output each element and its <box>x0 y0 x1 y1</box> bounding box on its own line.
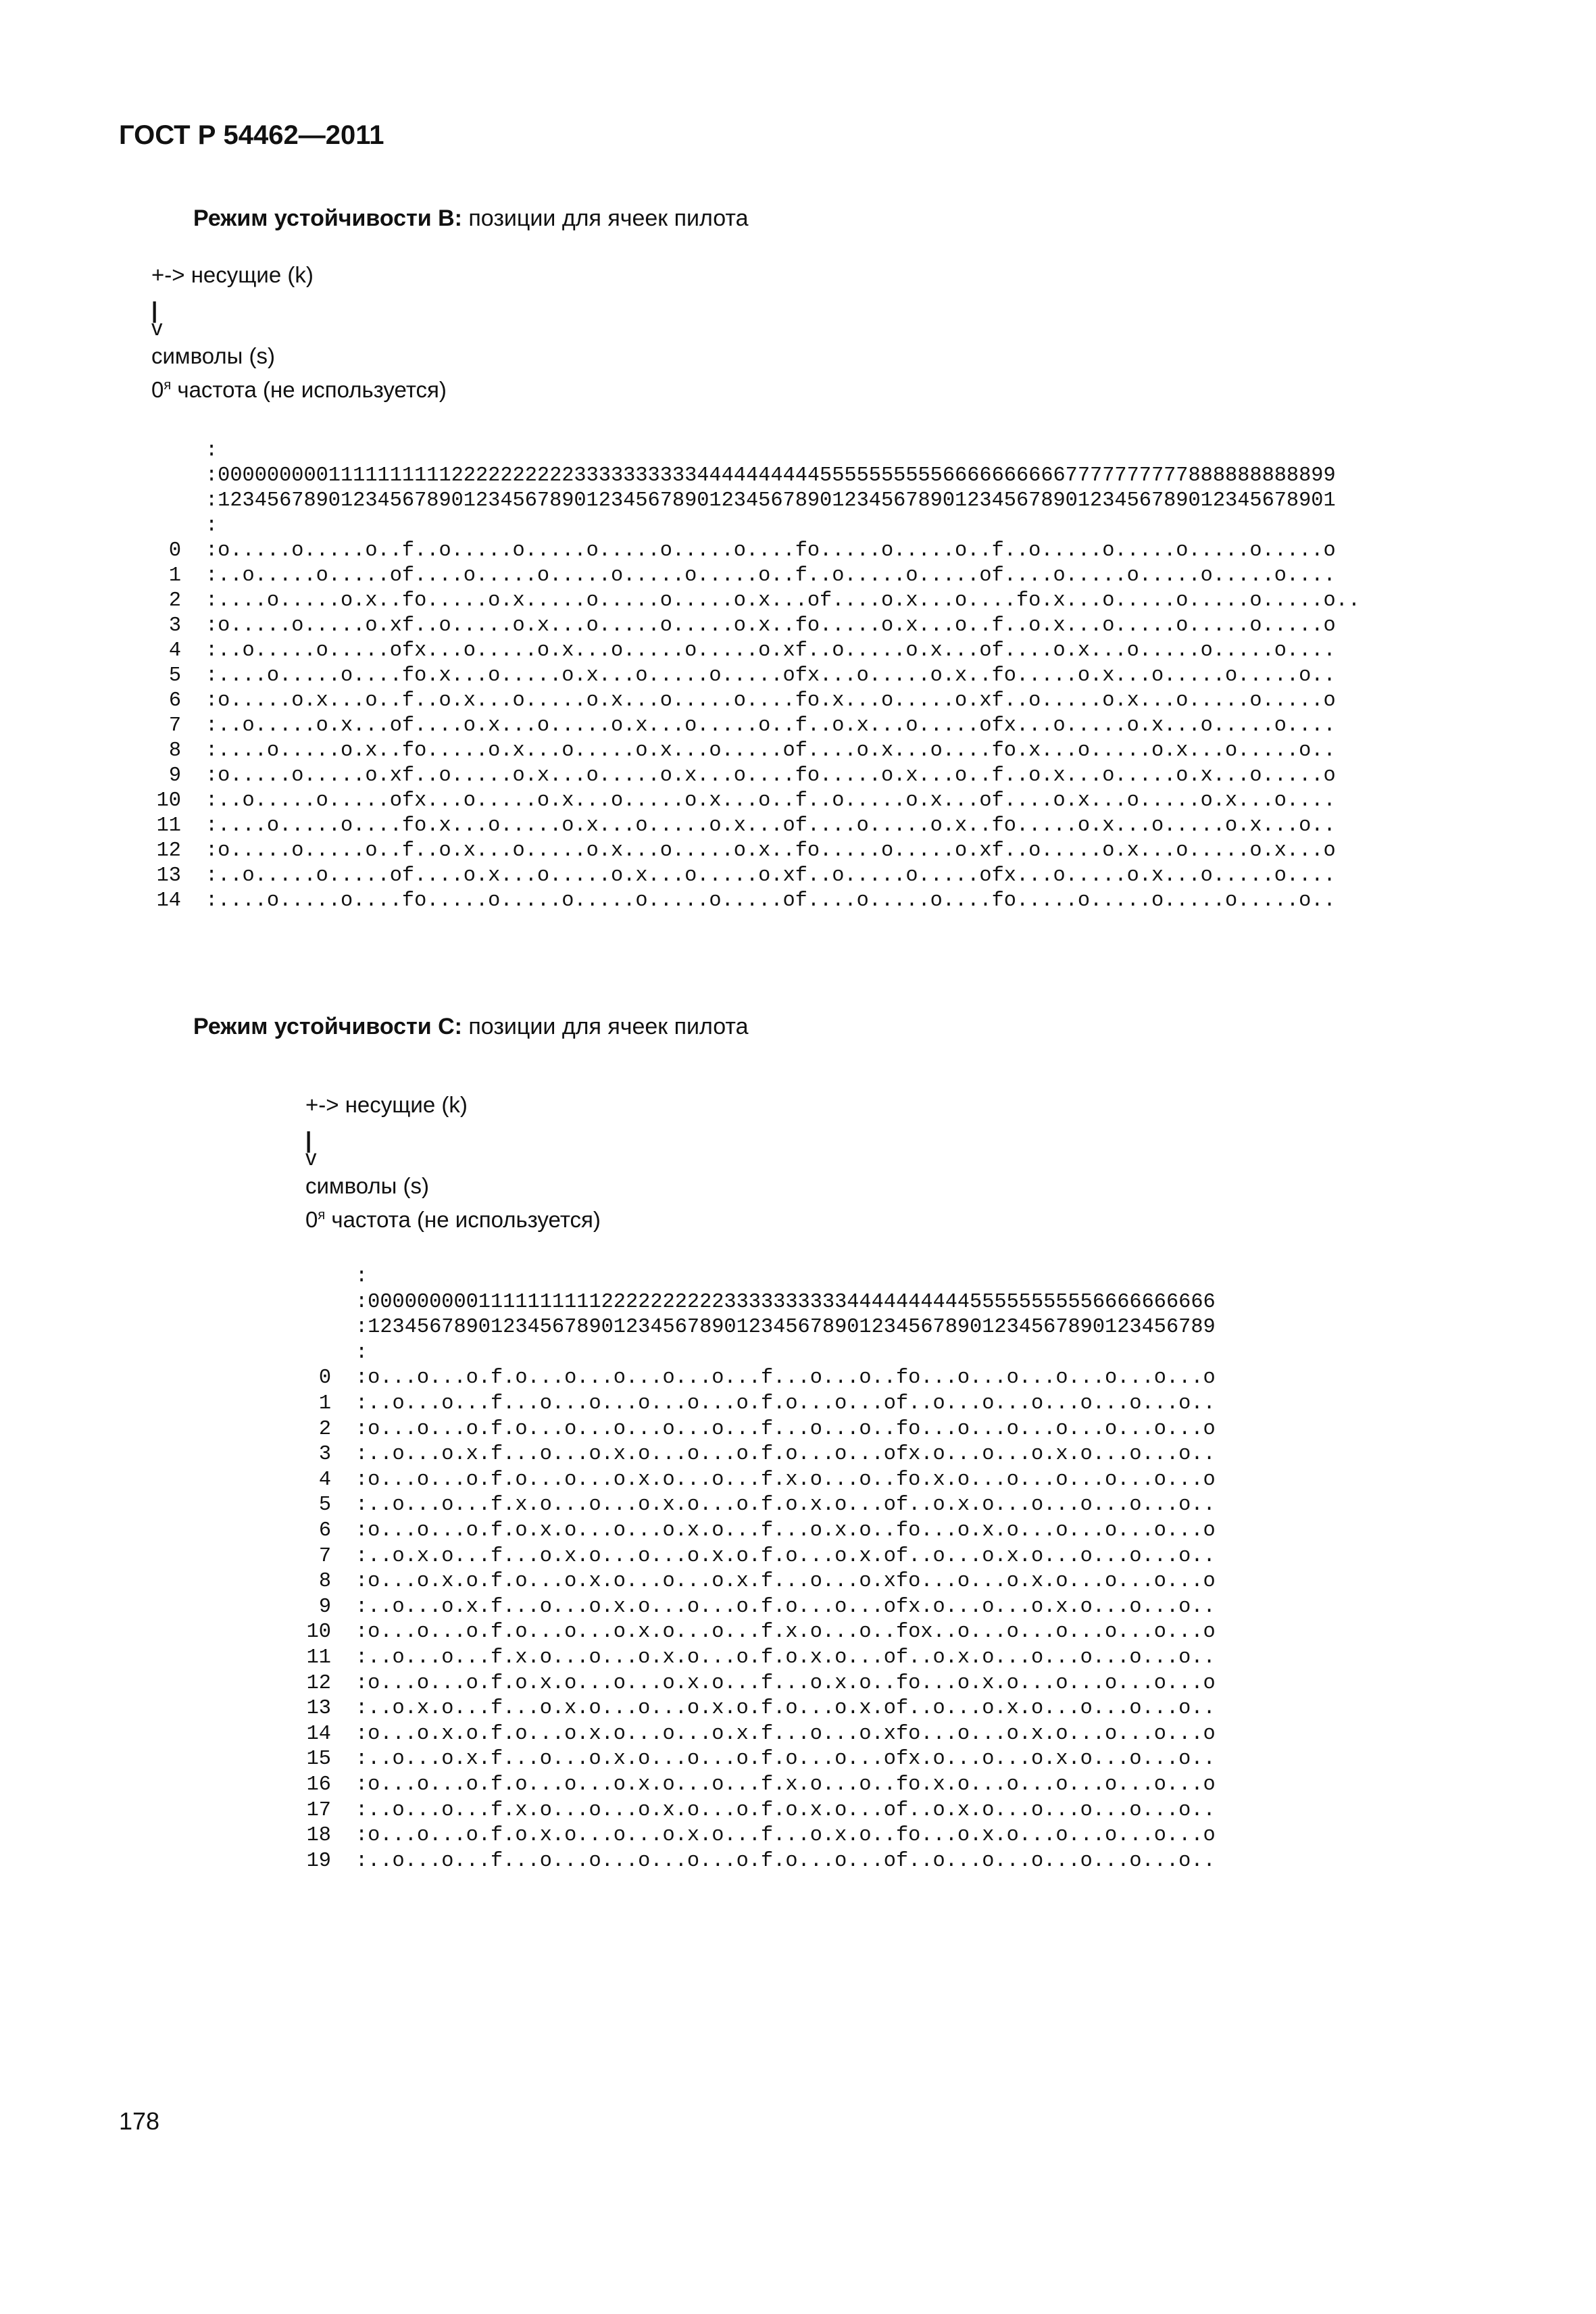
symbol-number: 7 <box>168 714 181 737</box>
legend-line: v <box>305 1145 317 1170</box>
frequency-prefix: 0 <box>151 377 164 402</box>
symbol-number: 13 <box>306 1697 331 1721</box>
section-title <box>193 1014 749 1040</box>
symbol-number: 13 <box>156 864 181 887</box>
carrier-index-line: :1234567890123456789012345678901234567890123456789012345678901234567890123456789012345678901 <box>205 489 1336 512</box>
symbol-number: 9 <box>318 1595 331 1619</box>
carrier-index-line: : <box>355 1341 368 1364</box>
pilot-row: :o...o...o.f.o.x.o...o...o.x.o...f...o.x.o..fo...o.x.o...o...o...o...o <box>355 1824 1216 1848</box>
pilot-row: :....o.....o....fo.x...o.....o.x...o.....o.x...of....o.....o.x..fo.....o.x...o.....o.x...o.. <box>205 814 1336 837</box>
symbol-number: 18 <box>306 1824 331 1848</box>
pilot-row: :..o...o...f.x.o...o...o.x.o...o.f.o.x.o...of..o.x.o...o...o...o...o.. <box>355 1798 1216 1822</box>
frequency-note <box>305 1207 601 1233</box>
symbol-number: 8 <box>318 1570 331 1594</box>
legend-line: +-> несущие (k) <box>305 1092 468 1117</box>
frequency-note <box>151 377 447 403</box>
pilot-row: :..o.x.o...f...o.x.o...o...o.x.o.f.o...o.x.of..o...o.x.o...o...o...o.. <box>355 1697 1216 1721</box>
frequency-prefix: 0 <box>305 1207 318 1232</box>
symbol-number: 9 <box>168 764 181 787</box>
carrier-index-line: :0000000001111111111222222222233333333334444444444555555555566666666667777777777888888888899 <box>205 464 1336 487</box>
pilot-row: :..o...o.x.f...o...o.x.o...o...o.f.o...o...ofx.o...o...o.x.o...o...o.. <box>355 1748 1216 1771</box>
section-title <box>193 205 749 232</box>
carrier-index-line: : <box>205 439 218 462</box>
symbol-number: 11 <box>156 814 181 837</box>
pilot-row: :..o...o.x.f...o...o.x.o...o...o.f.o...o...ofx.o...o...o.x.o...o...o.. <box>355 1443 1216 1467</box>
symbol-number: 17 <box>306 1798 331 1822</box>
frequency-text: частота (не используется) <box>171 377 447 402</box>
symbol-number: 1 <box>318 1392 331 1415</box>
pilot-row: :....o.....o....fo.....o.....o.....o.....o.....of....o.....o....fo.....o.....o.....o.....o.. <box>205 889 1336 912</box>
symbol-number: 10 <box>156 789 181 812</box>
legend-line: | <box>305 1127 312 1152</box>
carrier-index-line: :000000000111111111122222222223333333333444444444455555555556666666666 <box>355 1290 1216 1314</box>
symbol-number: 3 <box>168 614 181 637</box>
pilot-row: :o...o.x.o.f.o...o.x.o...o...o.x.f...o...o.xfo...o...o.x.o...o...o...o <box>355 1570 1216 1594</box>
carrier-index-line: : <box>205 514 218 537</box>
pilot-row: :o...o...o.f.o...o...o.x.o...o...f.x.o...o..fox..o...o...o...o...o...o <box>355 1621 1216 1644</box>
pilot-row: :..o.....o.....ofx...o.....o.x...o.....o.....o.xf..o.....o.x...of....o.x...o.....o.....o.... <box>205 639 1336 662</box>
legend-line: +-> несущие (k) <box>151 262 314 287</box>
carrier-index-line: :123456789012345678901234567890123456789012345678901234567890123456789 <box>355 1316 1216 1339</box>
symbol-number: 11 <box>306 1646 331 1669</box>
symbol-number: 5 <box>168 664 181 687</box>
pilot-row: :o.....o.....o..f..o.....o.....o.....o.....o....fo.....o.....o..f..o.....o.....o.....o.....o <box>205 539 1336 562</box>
symbol-number: 6 <box>318 1519 331 1542</box>
symbol-number: 5 <box>318 1494 331 1517</box>
symbol-number: 7 <box>318 1544 331 1568</box>
pilot-row: :..o...o...f...o...o...o...o...o.f.o...o...of..o...o...o...o...o...o.. <box>355 1849 1216 1873</box>
symbol-number: 15 <box>306 1748 331 1771</box>
frequency-superscript: я <box>318 1208 326 1223</box>
symbol-number: 0 <box>318 1367 331 1390</box>
symbol-number: 0 <box>168 539 181 562</box>
symbol-number: 8 <box>168 739 181 762</box>
frequency-text: частота (не используется) <box>325 1207 601 1232</box>
pilot-row: :o.....o.....o.xf..o.....o.x...o.....o.x...o....fo.....o.x...o..f..o.x...o.....o.x...o.....o <box>205 764 1336 787</box>
section-title-bold: Режим устойчивости B: <box>193 205 462 231</box>
symbol-number: 16 <box>306 1773 331 1796</box>
symbol-number: 14 <box>306 1722 331 1746</box>
legend-line: символы (s) <box>305 1173 430 1198</box>
pilot-row: :....o.....o.x..fo.....o.x...o.....o.x...o.....of....o.x...o....fo.x...o.....o.x...o.....o.. <box>205 739 1336 762</box>
pilot-row: :..o...o.x.f...o...o.x.o...o...o.f.o...o...ofx.o...o...o.x.o...o...o.. <box>355 1595 1216 1619</box>
pilot-row: :..o...o...f.x.o...o...o.x.o...o.f.o.x.o...of..o.x.o...o...o...o...o.. <box>355 1646 1216 1669</box>
pilot-row: :..o...o...f.x.o...o...o.x.o...o.f.o.x.o...of..o.x.o...o...o...o...o.. <box>355 1494 1216 1517</box>
legend-line: | <box>151 297 158 322</box>
frequency-superscript: я <box>164 378 172 393</box>
symbol-number: 14 <box>156 889 181 912</box>
symbol-number: 12 <box>156 839 181 862</box>
symbol-number: 2 <box>168 589 181 612</box>
pilot-row: :o.....o.x...o..f..o.x...o.....o.x...o.....o....fo.x...o.....o.xf..o.....o.x...o.....o.....o <box>205 689 1336 712</box>
symbol-number: 12 <box>306 1671 331 1695</box>
pilot-row: :o...o.x.o.f.o...o.x.o...o...o.x.f...o...o.xfo...o...o.x.o...o...o...o <box>355 1722 1216 1746</box>
pilot-row: :....o.....o....fo.x...o.....o.x...o.....o.....ofx...o.....o.x..fo.....o.x...o.....o.....o.. <box>205 664 1336 687</box>
symbol-number: 4 <box>168 639 181 662</box>
pilot-row: :..o.....o.....ofx...o.....o.x...o.....o.x...o..f..o.....o.x...of....o.x...o.....o.x...o.... <box>205 789 1336 812</box>
legend-line: v <box>151 315 163 340</box>
pilot-row: :o.....o.....o.xf..o.....o.x...o.....o.....o.x..fo.....o.x...o..f..o.x...o.....o.....o.....o <box>205 614 1336 637</box>
section-title-rest: позиции для ячеек пилота <box>462 205 749 231</box>
legend-line: символы (s) <box>151 343 276 368</box>
symbol-number: 6 <box>168 689 181 712</box>
pilot-row: :..o.x.o...f...o.x.o...o...o.x.o.f.o...o.x.of..o...o.x.o...o...o...o.. <box>355 1544 1216 1568</box>
pilot-row: :o.....o.....o..f..o.x...o.....o.x...o.....o.x..fo.....o.....o.xf..o.....o.x...o.....o.x...o <box>205 839 1336 862</box>
pilot-row: :o...o...o.f.o...o...o...o...o...f...o...o..fo...o...o...o...o...o...o <box>355 1417 1216 1441</box>
symbol-number: 1 <box>168 564 181 587</box>
symbol-number: 2 <box>318 1417 331 1441</box>
pilot-row: :..o.....o.x...of....o.x...o.....o.x...o.....o..f..o.x...o.....ofx...o.....o.x...o.....o.... <box>205 714 1336 737</box>
symbol-number: 19 <box>306 1849 331 1873</box>
pilot-row: :..o.....o.....of....o.....o.....o.....o.....o..f..o.....o.....of....o.....o.....o.....o.... <box>205 564 1336 587</box>
pilot-row: :o...o...o.f.o.x.o...o...o.x.o...f...o.x.o..fo...o.x.o...o...o...o...o <box>355 1519 1216 1542</box>
pilot-row: :o...o...o.f.o...o...o.x.o...o...f.x.o...o..fo.x.o...o...o...o...o...o <box>355 1468 1216 1492</box>
carrier-index-line: : <box>355 1265 368 1288</box>
pilot-row: :....o.....o.x..fo.....o.x.....o.....o.....o.x...of....o.x...o....fo.x...o.....o.....o.....o.. <box>205 589 1361 612</box>
symbol-number: 10 <box>306 1621 331 1644</box>
section-title-bold: Режим устойчивости C: <box>193 1014 462 1039</box>
pilot-row: :o...o...o.f.o.x.o...o...o.x.o...f...o.x.o..fo...o.x.o...o...o...o...o <box>355 1671 1216 1695</box>
pilot-row: :..o.....o.....of....o.x...o.....o.x...o.....o.xf..o.....o.....ofx...o.....o.x...o.....o.... <box>205 864 1336 887</box>
symbol-number: 3 <box>318 1443 331 1467</box>
symbol-number: 4 <box>318 1468 331 1492</box>
document-header: ГОСТ Р 54462—2011 <box>119 120 384 150</box>
pilot-row: :o...o...o.f.o...o...o...o...o...f...o...o..fo...o...o...o...o...o...o <box>355 1367 1216 1390</box>
pilot-row: :..o...o...f...o...o...o...o...o.f.o...o...of..o...o...o...o...o...o.. <box>355 1392 1216 1415</box>
pilot-row: :o...o...o.f.o...o...o.x.o...o...f.x.o...o..fo.x.o...o...o...o...o...o <box>355 1773 1216 1796</box>
page-number: 178 <box>119 2107 160 2135</box>
section-title-rest: позиции для ячеек пилота <box>462 1014 749 1039</box>
